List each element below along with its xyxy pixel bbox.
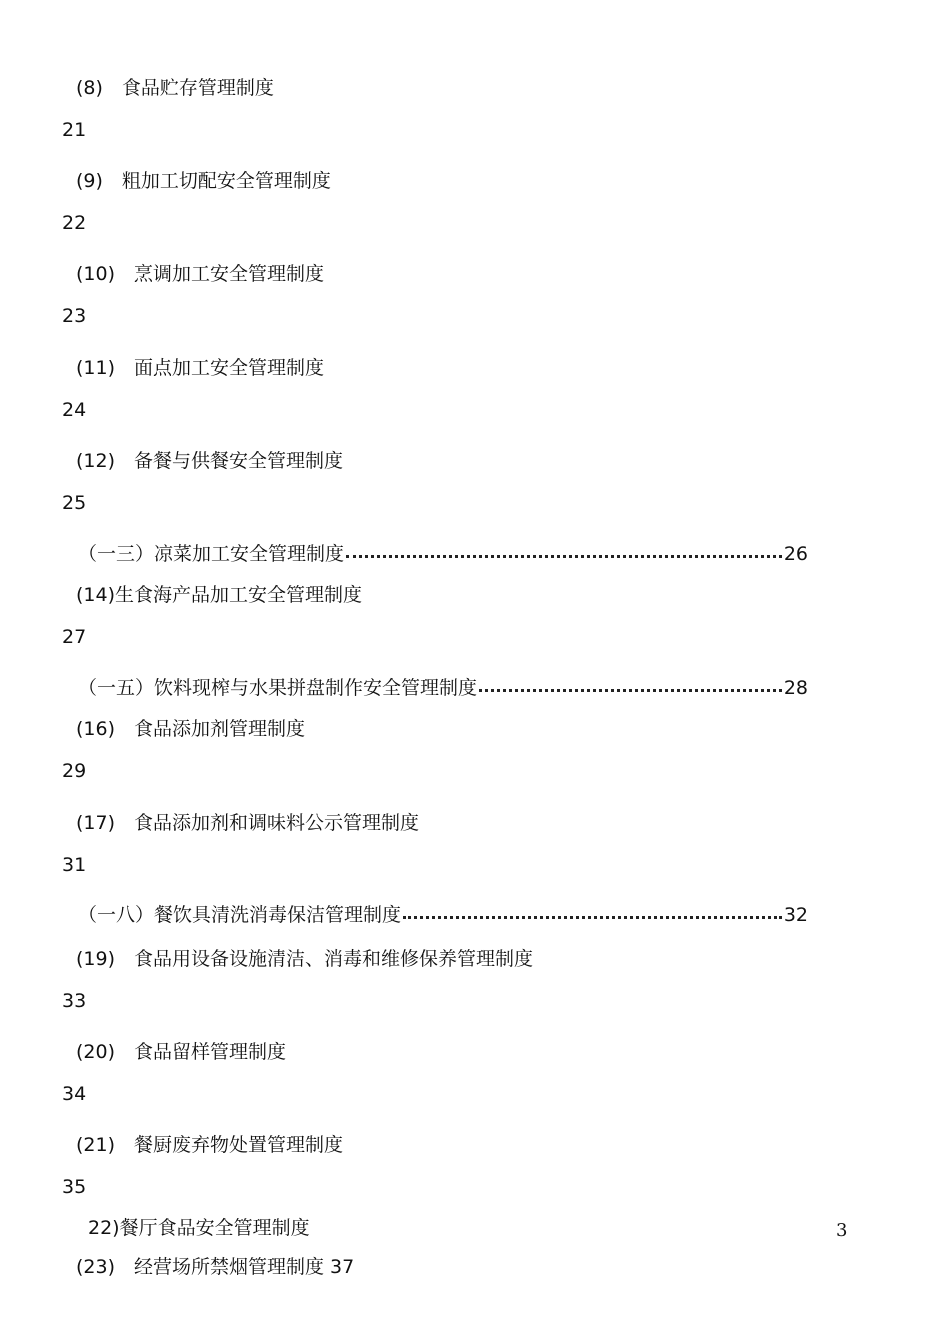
toc-entry-page: 22 [62,212,87,234]
toc-entry-title: (19) 食品用设备设施清洁、消毒和维修保养管理制度 [76,948,534,970]
toc-entry-title: (16) 食品添加剂管理制度 [76,718,306,740]
toc-entry-page: 25 [62,492,87,514]
dot-leader [479,689,782,692]
toc-entry-title: (9) 粗加工切配安全管理制度 [76,170,331,192]
toc-entry-title: (10) 烹调加工安全管理制度 [76,263,325,285]
toc-entry-title: (17) 食品添加剂和调味料公示管理制度 [76,812,420,834]
toc-entry-title: (21) 餐厨废弃物处置管理制度 [76,1134,344,1156]
toc-entry-page: 29 [62,760,87,782]
toc-entry-23: (23) 经营场所禁烟管理制度 37 [76,1256,355,1278]
toc-entry-22: 22)餐厅食品安全管理制度 [88,1217,310,1239]
toc-entry-page: 33 [62,990,87,1012]
toc-entry-page: 23 [62,305,87,327]
dot-leader [346,555,782,558]
toc-entry-title: (12) 备餐与供餐安全管理制度 [76,450,344,472]
toc-entry-page: 34 [62,1083,87,1105]
toc-entry-title: (11) 面点加工安全管理制度 [76,357,325,379]
toc-entry-page: 24 [62,399,87,421]
toc-entry-title: (20) 食品留样管理制度 [76,1041,287,1063]
toc-entry-page: 35 [62,1176,87,1198]
toc-entry-title: (8) 食品贮存管理制度 [76,77,274,99]
toc-entry-15 [78,676,808,700]
toc-entry-13 [78,542,808,566]
toc-entry-page: 26 [783,543,808,565]
toc-entry-page: 28 [783,677,808,699]
toc-entry-page: 21 [62,119,87,141]
toc-entry-title: （一八）餐饮具清洗消毒保洁管理制度 [78,904,402,926]
toc-entry-title: （一五）饮料现榨与水果拼盘制作安全管理制度 [78,677,478,699]
toc-entry-page: 31 [62,854,87,876]
toc-entry-title: (14)生食海产品加工安全管理制度 [76,584,363,606]
toc-entry-title: （一三）凉菜加工安全管理制度 [78,543,345,565]
dot-leader [403,916,782,919]
toc-entry-page: 27 [62,626,87,648]
page-number: 3 [836,1220,848,1241]
toc-entry-page: 32 [783,904,808,926]
toc-entry-18 [78,903,808,927]
